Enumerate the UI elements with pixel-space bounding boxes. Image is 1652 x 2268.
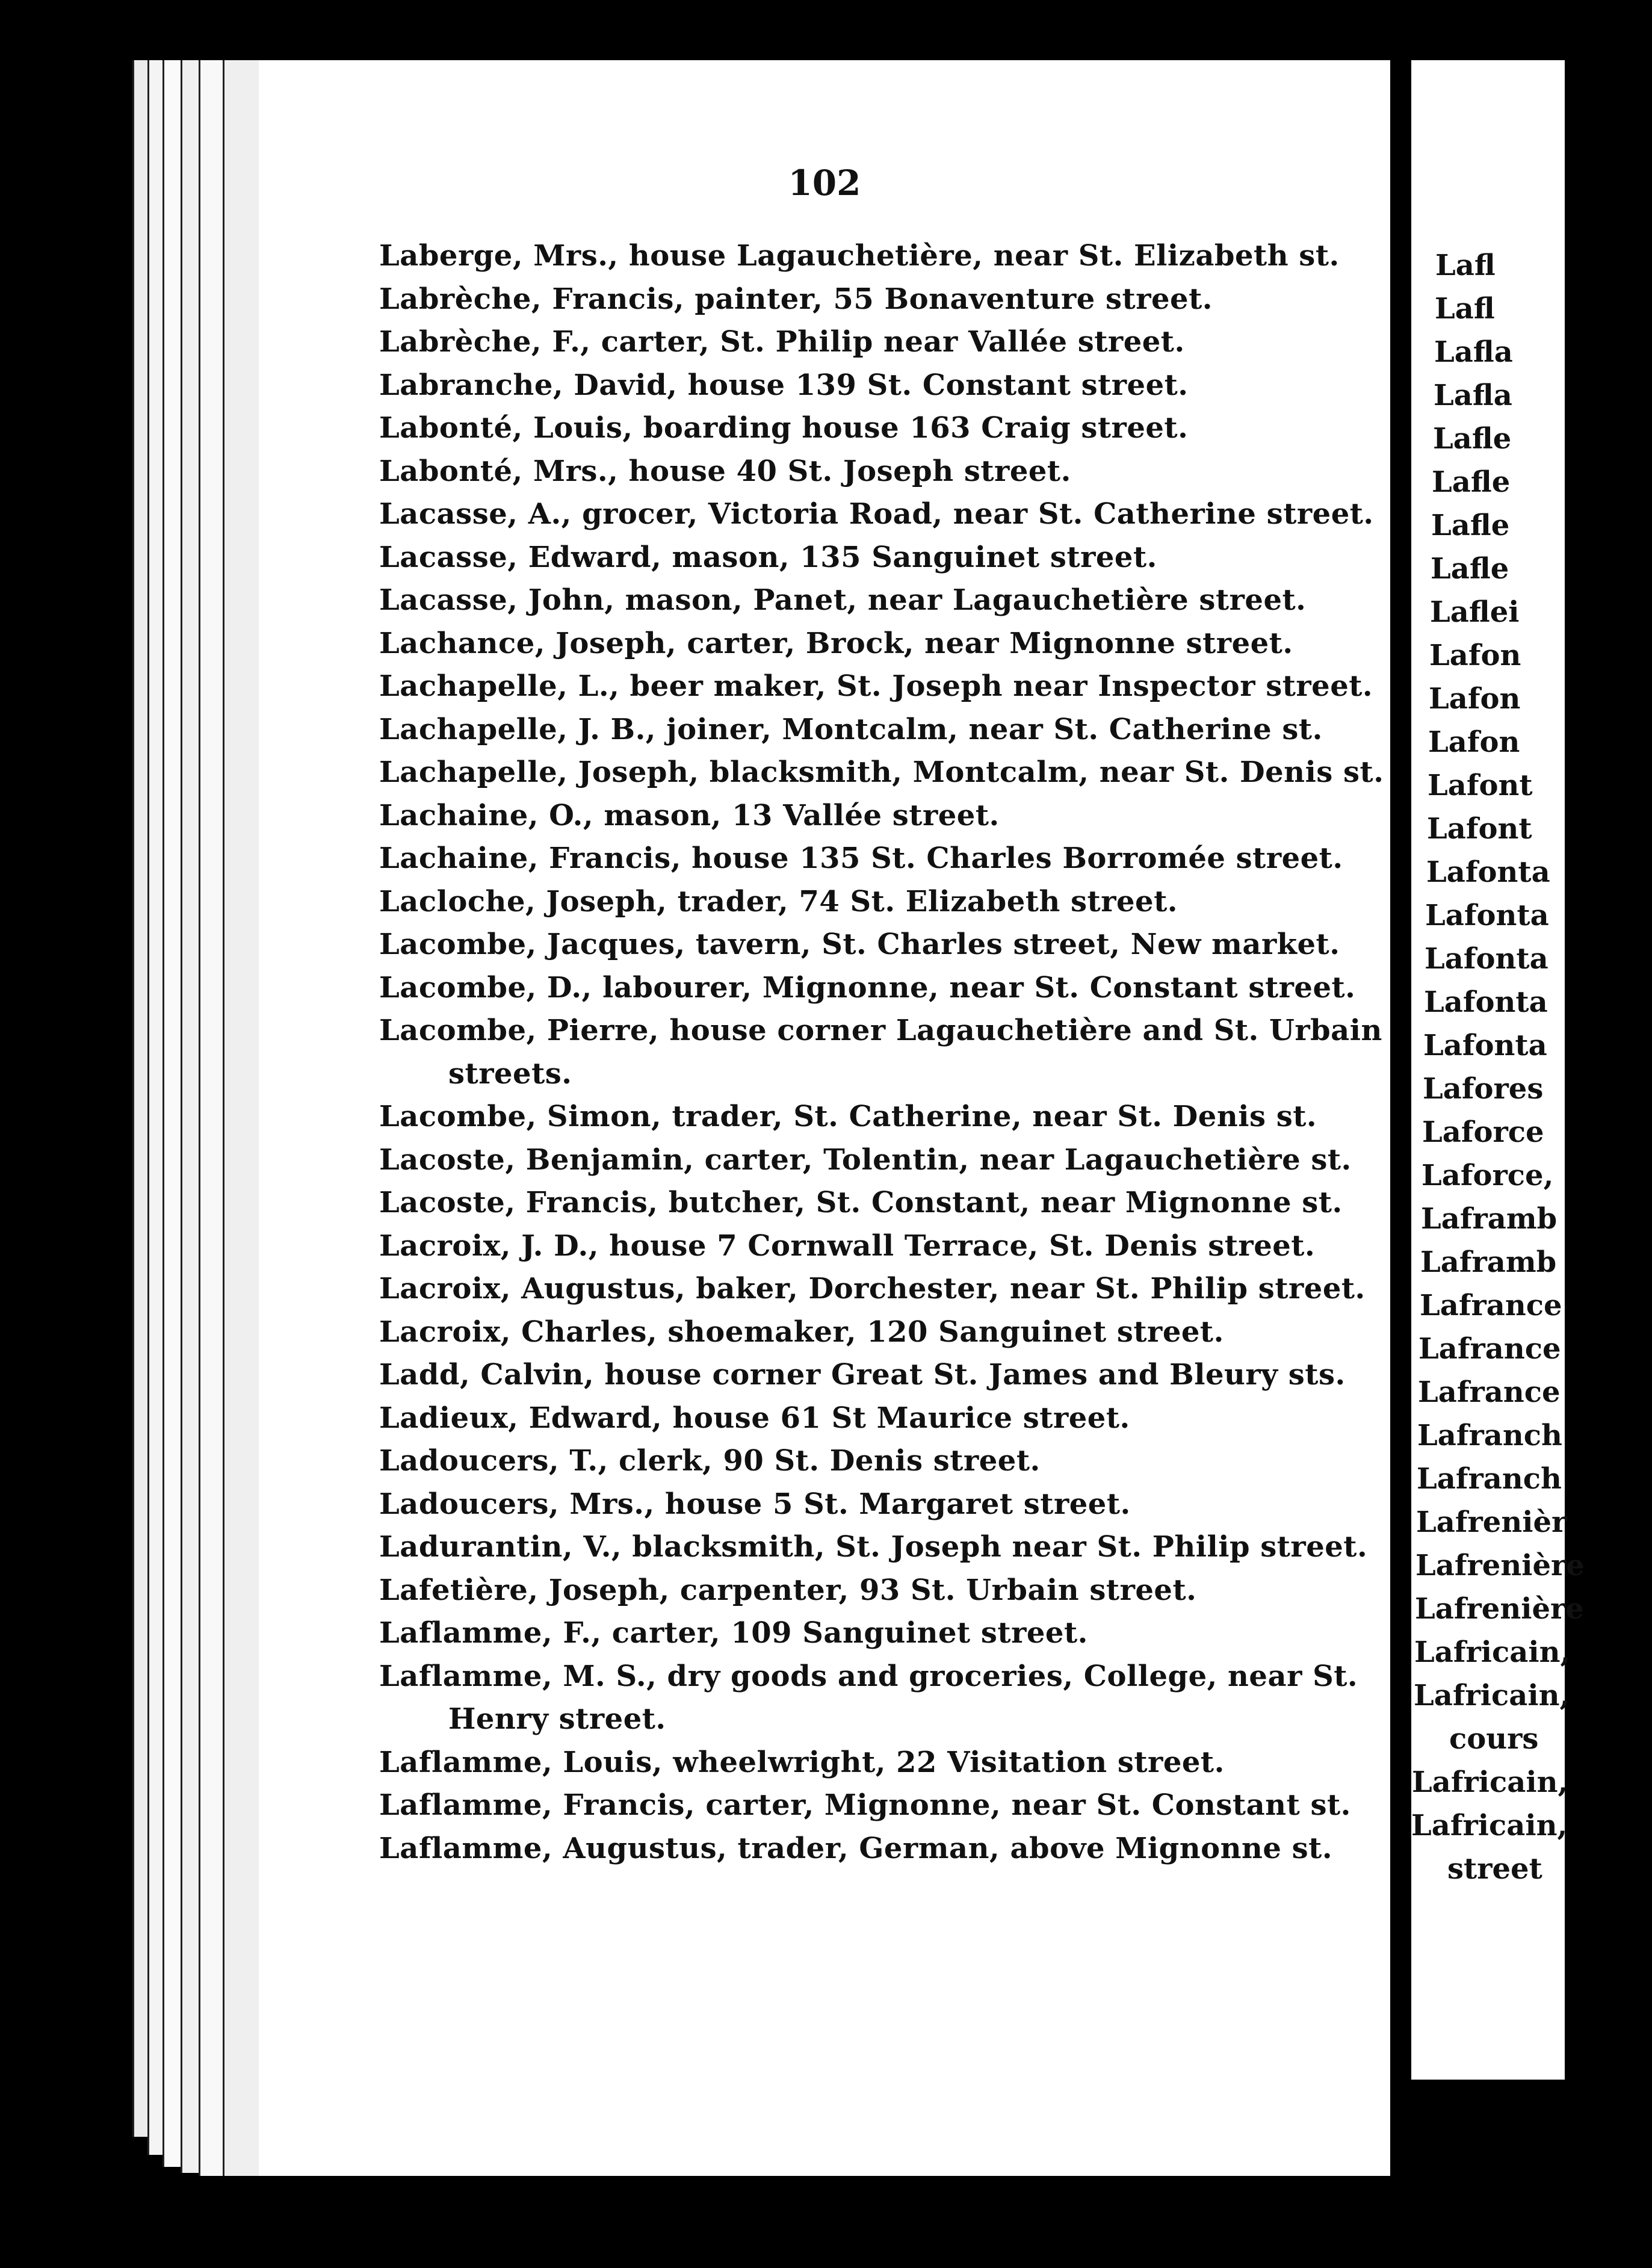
entry-surname: Laflamme, (379, 1745, 553, 1779)
entry-details: John, mason, Panet, near Lagauchetière street. (518, 583, 1307, 617)
directory-entry (379, 1311, 1354, 1354)
entry-surname: Ladoucers, (379, 1444, 560, 1478)
entry-surname: Labrèche, (379, 325, 542, 359)
directory-entry (379, 1397, 1354, 1440)
directory-entry (379, 493, 1374, 536)
facing-page-fragment: Laforce (1422, 1115, 1544, 1149)
facing-page-fragment: Lafon (1429, 682, 1521, 716)
directory-entry (379, 1354, 1354, 1397)
entry-surname: Lacombe, (379, 970, 537, 1005)
entry-details: Louis, wheelwright, 22 Visitation street. (552, 1745, 1225, 1779)
directory-entry (379, 1139, 1354, 1182)
directory-entry (379, 751, 1384, 795)
facing-page-fragment: Lafrenière (1415, 1549, 1585, 1582)
entry-details: Mrs., house 40 St. Joseph street. (522, 454, 1071, 488)
facing-page-fragment: Laflei (1430, 595, 1520, 629)
directory-entry (379, 881, 1354, 924)
facing-page (1411, 60, 1585, 2080)
facing-page-fragment: Lafl (1435, 292, 1495, 326)
directory-entry (379, 665, 1373, 708)
entry-surname: Laflamme, (379, 1831, 553, 1865)
directory-entry (379, 1009, 1382, 1095)
facing-page-fragment: Lafont (1427, 812, 1532, 846)
entry-details: Mrs., house 5 St. Margaret street. (559, 1487, 1131, 1521)
entry-surname: Lachance, (379, 626, 545, 660)
directory-entry (379, 450, 1354, 494)
facing-page-fragment: Lafla (1434, 379, 1512, 412)
facing-page-fragment: Lafon (1428, 725, 1520, 759)
entry-surname: Lacasse, (379, 583, 518, 617)
entry-details: M. S., dry goods and groceries, College, near St. (552, 1659, 1358, 1693)
entry-surname: Ladieux, (379, 1401, 519, 1435)
directory-entry (379, 795, 1354, 838)
directory-entry (379, 1741, 1354, 1785)
directory-entry (379, 1827, 1354, 1871)
entry-details: J. B., joiner, Montcalm, near St. Catherine st. (568, 712, 1323, 746)
directory-entry (379, 321, 1354, 364)
directory-entry (379, 536, 1354, 580)
entry-details: Francis, carter, Mignonne, near St. Constant st. (552, 1788, 1351, 1822)
entry-surname: Lacasse, (379, 497, 518, 531)
entry-details: J. D., house 7 Cornwall Terrace, St. Denis street. (510, 1228, 1316, 1263)
facing-page-fragment: Laframb (1420, 1245, 1557, 1279)
entry-details: D., labourer, Mignonne, near St. Constant street. (536, 970, 1356, 1005)
entry-details: Francis, house 135 St. Charles Borromée street. (538, 841, 1343, 875)
entry-details: Edward, house 61 St Maurice street. (518, 1401, 1130, 1435)
entry-surname: Lacoste, (379, 1186, 516, 1219)
entry-details: O., mason, 13 Vallée street. (538, 798, 1000, 832)
entry-surname: Lacroix, (379, 1315, 511, 1349)
entry-surname: Labonté, (379, 411, 523, 445)
entry-surname: Lacroix, (379, 1272, 511, 1306)
entry-surname: Labranche, (379, 368, 564, 402)
directory-entry (379, 967, 1354, 1010)
facing-page-fragment: street (1447, 1852, 1542, 1886)
facing-page-entries (1411, 244, 1652, 1891)
facing-page-fragment: Lafonta (1424, 985, 1548, 1019)
facing-page-fragment: Lafricain, (1412, 1765, 1568, 1799)
directory-entry (379, 235, 1354, 278)
entry-details: A., grocer, Victoria Road, near St. Catherine street. (518, 497, 1374, 531)
facing-page-fragment: Lafranch (1417, 1462, 1562, 1496)
entry-surname: Labonté, (379, 454, 523, 488)
entry-surname: Ladurantin, (379, 1530, 574, 1564)
facing-page-fragment: Lafonta (1425, 942, 1548, 976)
facing-page-fragment: Lafrenièr (1416, 1505, 1567, 1539)
entry-surname: Labrèche, (379, 282, 542, 316)
entry-surname: Lacloche, (379, 884, 536, 919)
facing-page-fragment: Lafricain, (1414, 1679, 1570, 1712)
directory-entry (379, 1095, 1354, 1139)
entry-details: Charles, shoemaker, 120 Sanguinet street. (510, 1315, 1224, 1349)
facing-page-fragment: Lafrance (1418, 1375, 1561, 1409)
facing-page-fragment: Lafont (1428, 769, 1533, 802)
entry-surname: Lacoste, (379, 1142, 516, 1177)
page-stack (223, 60, 264, 2176)
directory-entry (379, 278, 1354, 321)
entry-details: Edward, mason, 135 Sanguinet street. (518, 540, 1157, 574)
directory-entry (379, 837, 1354, 881)
directory-entry (379, 579, 1354, 622)
entry-surname: Lachapelle, (379, 755, 568, 789)
facing-page-fragment: Lafle (1433, 422, 1512, 456)
entry-surname: Lacombe, (379, 928, 537, 961)
directory-entry (379, 1225, 1354, 1268)
facing-page-fragment: Lafle (1431, 509, 1510, 542)
entry-details: F., carter, St. Philip near Vallée street. (542, 325, 1185, 359)
directory-entry (379, 1655, 1358, 1741)
facing-page-fragment: Laforce, (1422, 1159, 1554, 1192)
entry-surname: Lacroix, (379, 1228, 511, 1263)
facing-page-fragment: Lafrance (1420, 1289, 1562, 1322)
entry-details: Mrs., house Lagauchetière, near St. Elizabeth st. (523, 239, 1340, 273)
directory-entry (379, 1268, 1366, 1311)
page-number: 102 (788, 163, 861, 203)
entry-surname: Lacombe, (379, 1100, 537, 1133)
entry-details: Calvin, house corner Great St. James and Bleury sts. (470, 1358, 1346, 1392)
directory-entry (379, 1569, 1354, 1613)
facing-page-fragment: Lafon (1429, 639, 1521, 672)
entry-details: Joseph, carter, Brock, near Mignonne street. (545, 626, 1293, 660)
facing-page-fragment: Lafricain, (1414, 1635, 1571, 1669)
directory-entry (379, 407, 1354, 450)
facing-page-fragment: Lafrenière (1415, 1592, 1584, 1626)
entry-details: L., beer maker, St. Joseph near Inspector street. (568, 669, 1373, 703)
entry-surname: Lachapelle, (379, 712, 568, 746)
entry-details: Joseph, blacksmith, Montcalm, near St. Denis st. (568, 755, 1384, 789)
facing-page-fragment: Lafrance (1418, 1332, 1561, 1366)
directory-entry (379, 708, 1354, 752)
entry-details: David, house 139 St. Constant street. (563, 368, 1189, 402)
entry-details: Simon, trader, St. Catherine, near St. Denis st. (536, 1100, 1317, 1133)
directory-entry (379, 923, 1354, 967)
entry-details: Joseph, trader, 74 St. Elizabeth street. (536, 884, 1178, 919)
facing-page-fragment: Lafonta (1425, 899, 1549, 932)
entry-surname: Lafetière, (379, 1573, 539, 1607)
entry-surname: Laberge, (379, 239, 524, 273)
entry-details: T., clerk, 90 St. Denis street. (559, 1444, 1041, 1478)
facing-page-fragment: cours (1449, 1722, 1539, 1756)
directory-entry (379, 1483, 1354, 1526)
facing-page-fragment: Lafonta (1423, 1029, 1547, 1062)
entry-details: Benjamin, carter, Tolentin, near Lagauchetière st. (515, 1142, 1352, 1177)
entry-continuation: Henry street. (448, 1702, 666, 1736)
entry-details: Joseph, carpenter, 93 St. Urbain street. (538, 1573, 1197, 1607)
entry-details: Louis, boarding house 163 Craig street. (522, 411, 1189, 445)
entry-details: V., blacksmith, St. Joseph near St. Philip street. (573, 1530, 1368, 1564)
entry-details: F., carter, 109 Sanguinet street. (552, 1616, 1088, 1650)
facing-page-fragment: Lafla (1434, 335, 1513, 369)
facing-page-fragment: Laframb (1421, 1202, 1558, 1236)
entry-details: Francis, painter, 55 Bonaventure street. (542, 282, 1213, 316)
facing-page-fragment: Lafricain, (1411, 1809, 1568, 1842)
entry-details: Francis, butcher, St. Constant, near Mignonne st. (515, 1186, 1343, 1219)
entry-continuation: streets. (448, 1056, 572, 1091)
entry-surname: Laflamme, (379, 1616, 553, 1650)
entry-surname: Lachapelle, (379, 669, 568, 703)
directory-entry (379, 1612, 1354, 1655)
entry-surname: Laflamme, (379, 1788, 553, 1822)
directory-entry (379, 364, 1354, 407)
directory-entry (379, 622, 1354, 666)
entry-surname: Ladoucers, (379, 1487, 560, 1521)
entry-details: Augustus, baker, Dorchester, near St. Philip street. (510, 1272, 1366, 1306)
directory-entry (379, 1182, 1354, 1225)
facing-page-fragment: Lafranch (1417, 1419, 1562, 1452)
facing-page-fragment: Lafores (1423, 1072, 1544, 1106)
entry-surname: Lachaine, (379, 841, 539, 875)
facing-page-fragment: Lafle (1431, 552, 1509, 586)
entry-surname: Ladd, (379, 1358, 471, 1392)
facing-page-fragment: Lafonta (1426, 855, 1550, 889)
entry-surname: Lachaine, (379, 798, 539, 832)
facing-page-fragment: Lafl (1435, 249, 1496, 282)
entry-details: Augustus, trader, German, above Mignonne st. (552, 1831, 1333, 1865)
directory-entry (379, 1526, 1368, 1569)
book-page (259, 60, 1390, 2176)
entry-surname: Lacasse, (379, 540, 518, 574)
directory-entry (379, 1784, 1354, 1827)
entry-details: Jacques, tavern, St. Charles street, New market. (536, 928, 1340, 961)
directory-entry (379, 1440, 1354, 1483)
directory-entries (379, 235, 1384, 1870)
entry-surname: Lacombe, (379, 1014, 537, 1047)
facing-page-fragment: Lafle (1432, 465, 1511, 499)
entry-details: Pierre, house corner Lagauchetière and St. Urbain (536, 1014, 1382, 1047)
entry-surname: Laflamme, (379, 1659, 553, 1693)
